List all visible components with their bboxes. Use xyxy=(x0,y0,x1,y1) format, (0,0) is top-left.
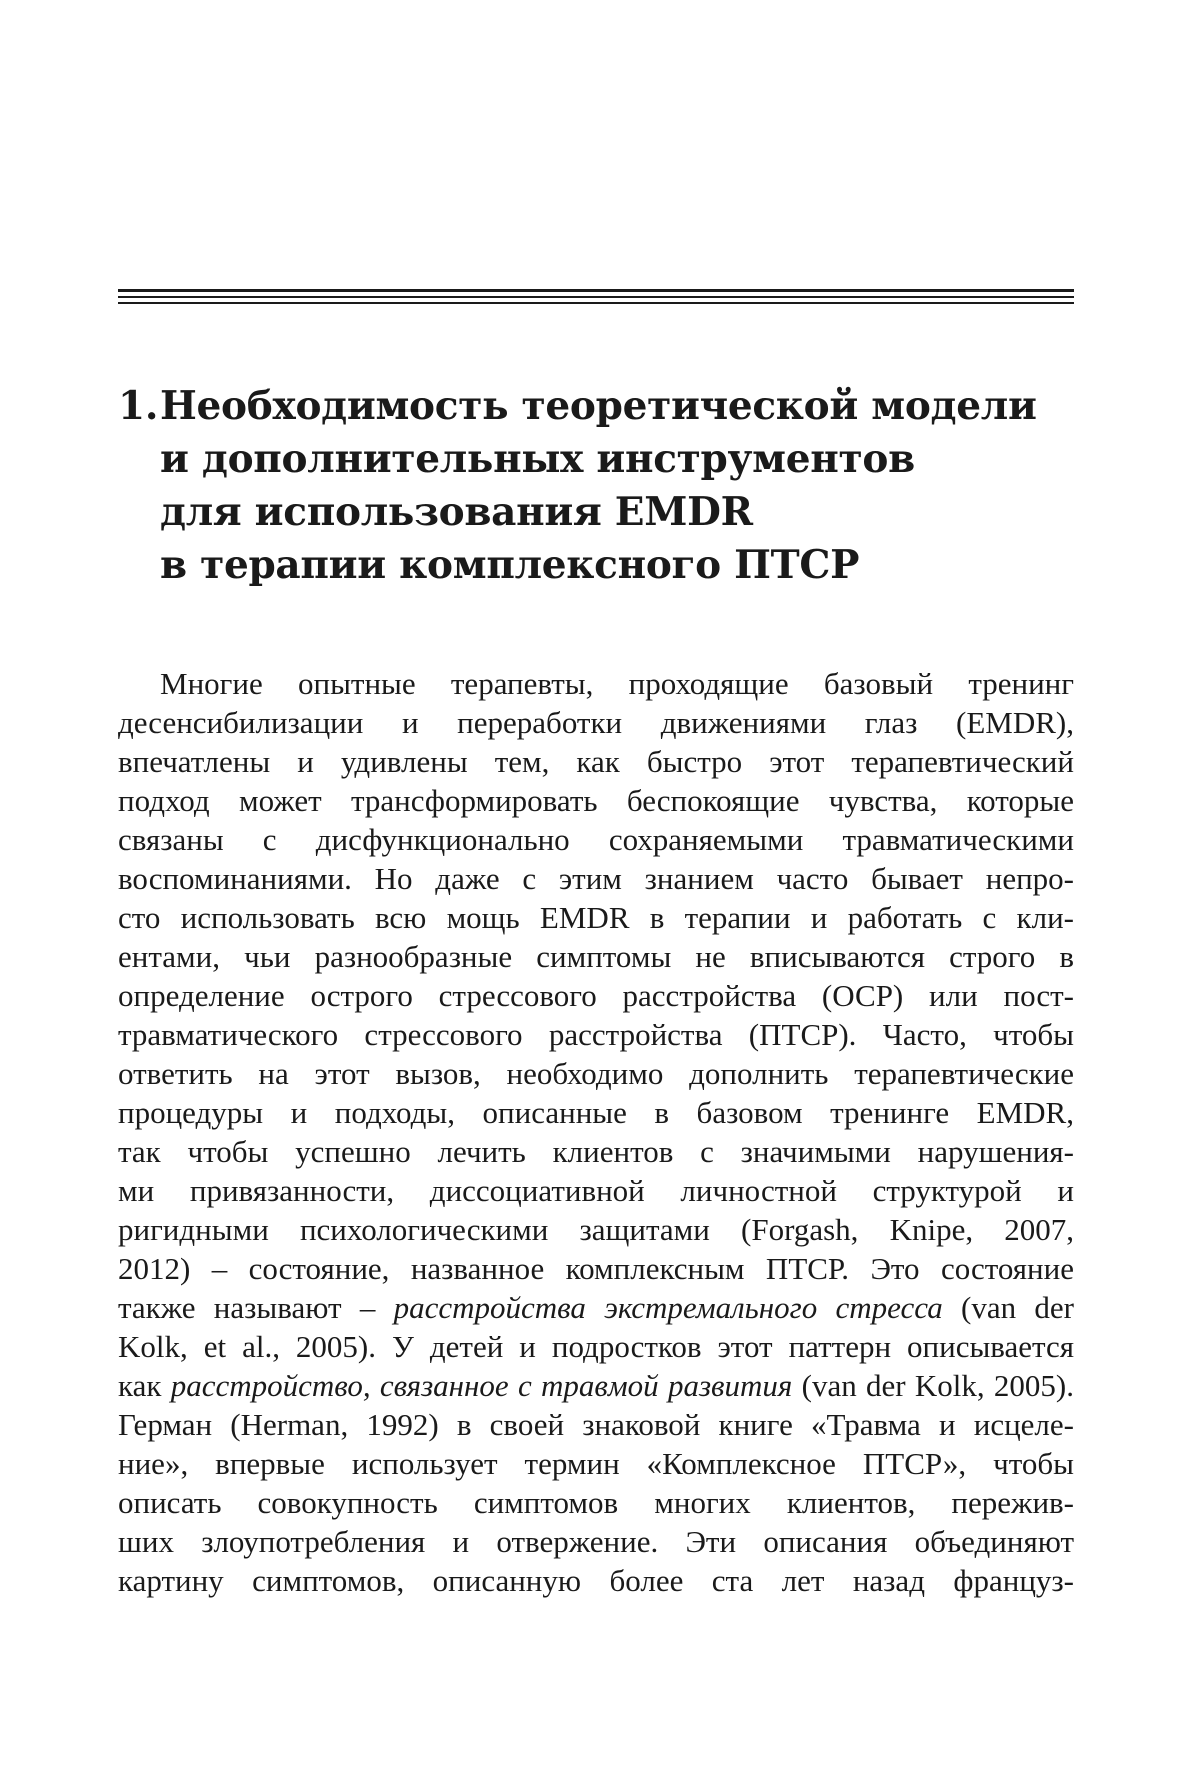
text-line: ответить на этот вызов, необходимо дополнить терапевтические xyxy=(118,1056,1074,1091)
chapter-title-line: для использования EMDR xyxy=(160,489,753,535)
chapter-divider xyxy=(118,289,1074,308)
chapter-heading xyxy=(118,380,1078,592)
text-line: описать совокупность симптомов многих клиентов, пережив- xyxy=(118,1485,1074,1520)
chapter-title-line: Необходимость теоретической модели xyxy=(160,383,1037,429)
text-line: Kolk, et al., 2005). У детей и подростков этот паттерн описывается xyxy=(118,1329,1074,1364)
text-line: десенсибилизации и переработки движениями глаз (EMDR), xyxy=(118,705,1074,740)
text-line: процедуры и подходы, описанные в базовом тренинге EMDR, xyxy=(118,1095,1074,1130)
text-line: связаны с дисфункционально сохраняемыми травматическими xyxy=(118,822,1074,857)
text-line xyxy=(118,1288,1074,1327)
text-segment: также называют – xyxy=(118,1290,394,1325)
chapter-title-line: и дополнительных инструментов xyxy=(160,436,915,482)
text-line: воспоминаниями. Но даже с этим знанием часто бывает непро- xyxy=(118,861,1074,896)
text-line: ние», впервые использует термин «Комплексное ПТСР», чтобы xyxy=(118,1446,1074,1481)
italic-term: расстройства экстремального стресса xyxy=(393,1290,943,1325)
text-line: ших злоупотребления и отвержение. Эти описания объединяют xyxy=(118,1524,1074,1559)
text-line: ентами, чьи разнообразные симптомы не вписываются строго в xyxy=(118,939,1074,974)
text-line: сто использовать всю мощь EMDR в терапии и работать с кли- xyxy=(118,900,1074,935)
italic-term: расстройство, связанное с травмой развития xyxy=(170,1368,793,1403)
text-line: впечатлены и удивлены тем, как быстро этот терапевтический xyxy=(118,744,1074,779)
text-line: Герман (Herman, 1992) в своей знаковой книге «Травма и исцеле- xyxy=(118,1407,1074,1442)
body-paragraph xyxy=(118,664,1074,1600)
chapter-number: 1. xyxy=(118,383,159,429)
divider-line xyxy=(118,289,1074,292)
text-line: так чтобы успешно лечить клиентов с значимыми нарушения- xyxy=(118,1134,1074,1169)
text-line: 2012) – состояние, названное комплексным ПТСР. Это состояние xyxy=(118,1251,1074,1286)
text-segment: (van der Kolk, 2005). xyxy=(792,1368,1074,1403)
divider-line xyxy=(118,302,1074,304)
text-line: ригидными психологическими защитами (Forgash, Knipe, 2007, xyxy=(118,1212,1074,1247)
text-segment: (van der xyxy=(942,1290,1074,1325)
chapter-title-line: в терапии комплексного ПТСР xyxy=(160,542,860,588)
text-line: ми привязанности, диссоциативной личностной структурой и xyxy=(118,1173,1074,1208)
text-line xyxy=(118,1366,1074,1405)
text-line: картину симптомов, описанную более ста лет назад француз- xyxy=(118,1563,1074,1598)
text-segment: как xyxy=(118,1368,171,1403)
chapter-title xyxy=(160,380,1078,592)
text-line: Многие опытные терапевты, проходящие базовый тренинг xyxy=(160,666,1074,701)
text-line: подход может трансформировать беспокоящие чувства, которые xyxy=(118,783,1074,818)
divider-line xyxy=(118,296,1074,298)
text-line: определение острого стрессового расстройства (ОСР) или пост- xyxy=(118,978,1074,1013)
text-line: травматического стрессового расстройства (ПТСР). Часто, чтобы xyxy=(118,1017,1074,1052)
